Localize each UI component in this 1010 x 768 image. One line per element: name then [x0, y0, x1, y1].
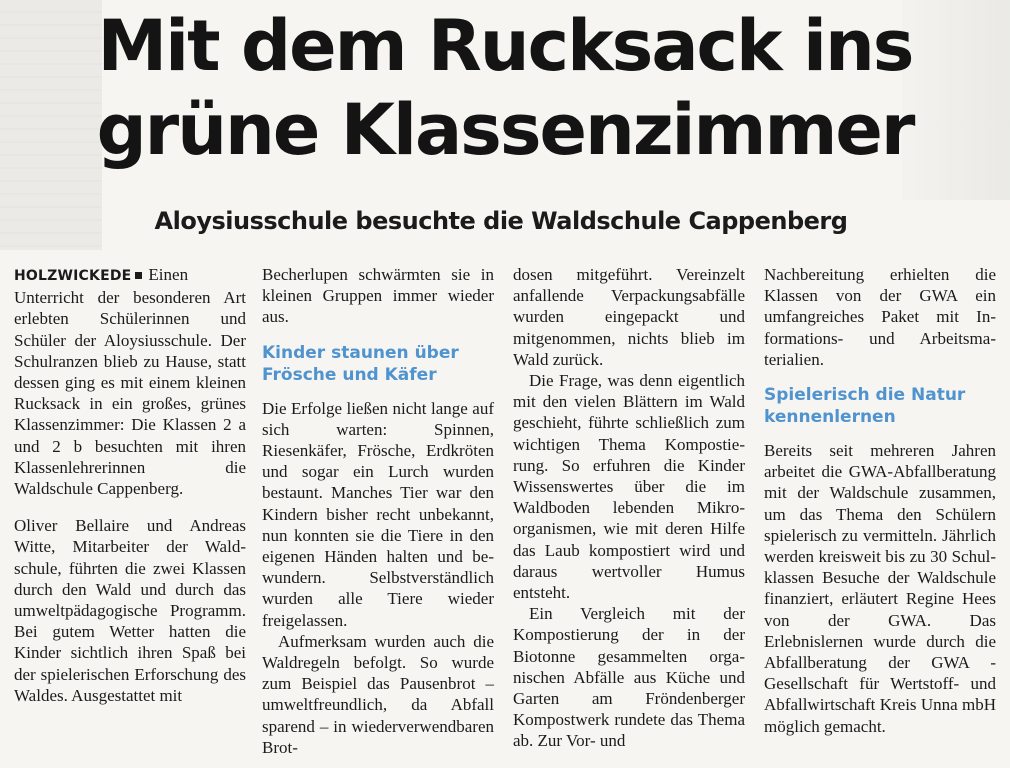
article-column-1	[14, 264, 246, 706]
paragraph: Die Frage, was denn eigentlich mit den vielen Blättern im Wald geschieht, führte schließlich zum wichtigen Thema Kompostierung. So erfuhren die Kinder Wissenswertes über die im Waldboden lebenden Mikroorganismen, wie mit deren Hilfe das Laub kompostiert wird und daraus wertvoller Humus entsteht.	[513, 371, 745, 603]
article-column-2	[262, 264, 494, 758]
dateline: HOLZWICKEDE	[14, 268, 132, 284]
lead-paragraph-text: Einen Unterricht der besonderen Art erlebten Schülerinnen und Schüler der Aloysiusschule. Der Schulranzen blieb zu Hause, statt dessen ging es mit einem kleinen Rucksack in ein großes, grünes Klassenzimmer: Die Klassen 2 a und 2 b besuchten mit ihren Klassenlehrerinnen die Waldschule Cappenberg.	[14, 265, 246, 499]
paragraph: Oliver Bellaire und Andreas Witte, Mitarbeiter der Waldschule, führten die zwei Klassen durch den Wald und durch das umweltpädagogische Programm. Bei gutem Wetter hatten die Kinder sichtlich ihren Spaß bei der spielerischen Erforschung des Waldes. Ausgestattet mit	[14, 516, 246, 705]
paragraph: Die Erfolge ließen nicht lange auf sich warten: Spinnen, Riesenkäfer, Frösche, Erdkröten und sogar ein Lurch wurden bestaunt. Manches Tier war den Kindern bisher recht unbekannt, nun konnten sie die Tiere in den eigenen Händen halten und bewundern. Selbstverständlich wurden alle Tiere wieder freigelassen.	[262, 398, 494, 630]
article-column-4	[764, 264, 996, 737]
headline-line-1: Mit dem Rucksack ins	[97, 5, 913, 87]
paragraph: Bereits seit mehreren Jahren arbeitet die GWA-Abfallberatung mit der Waldschule zusammen, um das Thema den Schülern spielerisch zu vermitteln. Jährlich werden kreisweit bis zu 30 Schulklassen Besuche der Waldschule finanziert, erläutert Regine Hees von der GWA. Das Erlebnislernen wurde durch die Abfallberatung der GWA - Gesellschaft für Wertstoff- und Abfallwirtschaft Kreis Unna mbH möglich gemacht.	[764, 441, 996, 736]
headline	[0, 4, 1010, 172]
subheading: Kinder staunen über Frösche und Käfer	[262, 342, 459, 385]
subheadline: Aloysiusschule besuchte die Waldschule Cappenberg	[154, 207, 848, 235]
article-column-3	[513, 264, 745, 752]
subheading: Spielerisch die Natur kennenlernen	[764, 385, 966, 428]
headline-line-2: grüne Klassenzimmer	[96, 89, 914, 171]
paragraph: Becherlupen schwärmten sie in kleinen Gruppen immer wieder aus.	[262, 265, 494, 327]
paragraph: Aufmerksam wurden auch die Waldregeln befolgt. So wurde zum Beispiel das Pausenbrot – umweltfreundlich, da Abfall sparend – in wiederverwendbaren Brot-	[262, 631, 494, 757]
paragraph: dosen mitgeführt. Vereinzelt anfallende Verpackungsabfälle wurden eingepackt und mitgenommen, nichts blieb im Wald zurück.	[513, 265, 745, 369]
dateline-square-icon	[135, 272, 142, 279]
lead-paragraph	[14, 264, 246, 499]
paragraph: Nachbereitung erhielten die Klassen von der GWA ein umfangreiches Paket mit Informations- und Arbeitsmaterialien.	[764, 265, 996, 369]
paragraph: Ein Vergleich mit der Kompostierung der in der Biotonne gesammelten organischen Abfälle aus Küche und Garten am Fröndenberger Kompostwerk rundete das Thema ab. Zur Vor- und	[513, 604, 745, 751]
